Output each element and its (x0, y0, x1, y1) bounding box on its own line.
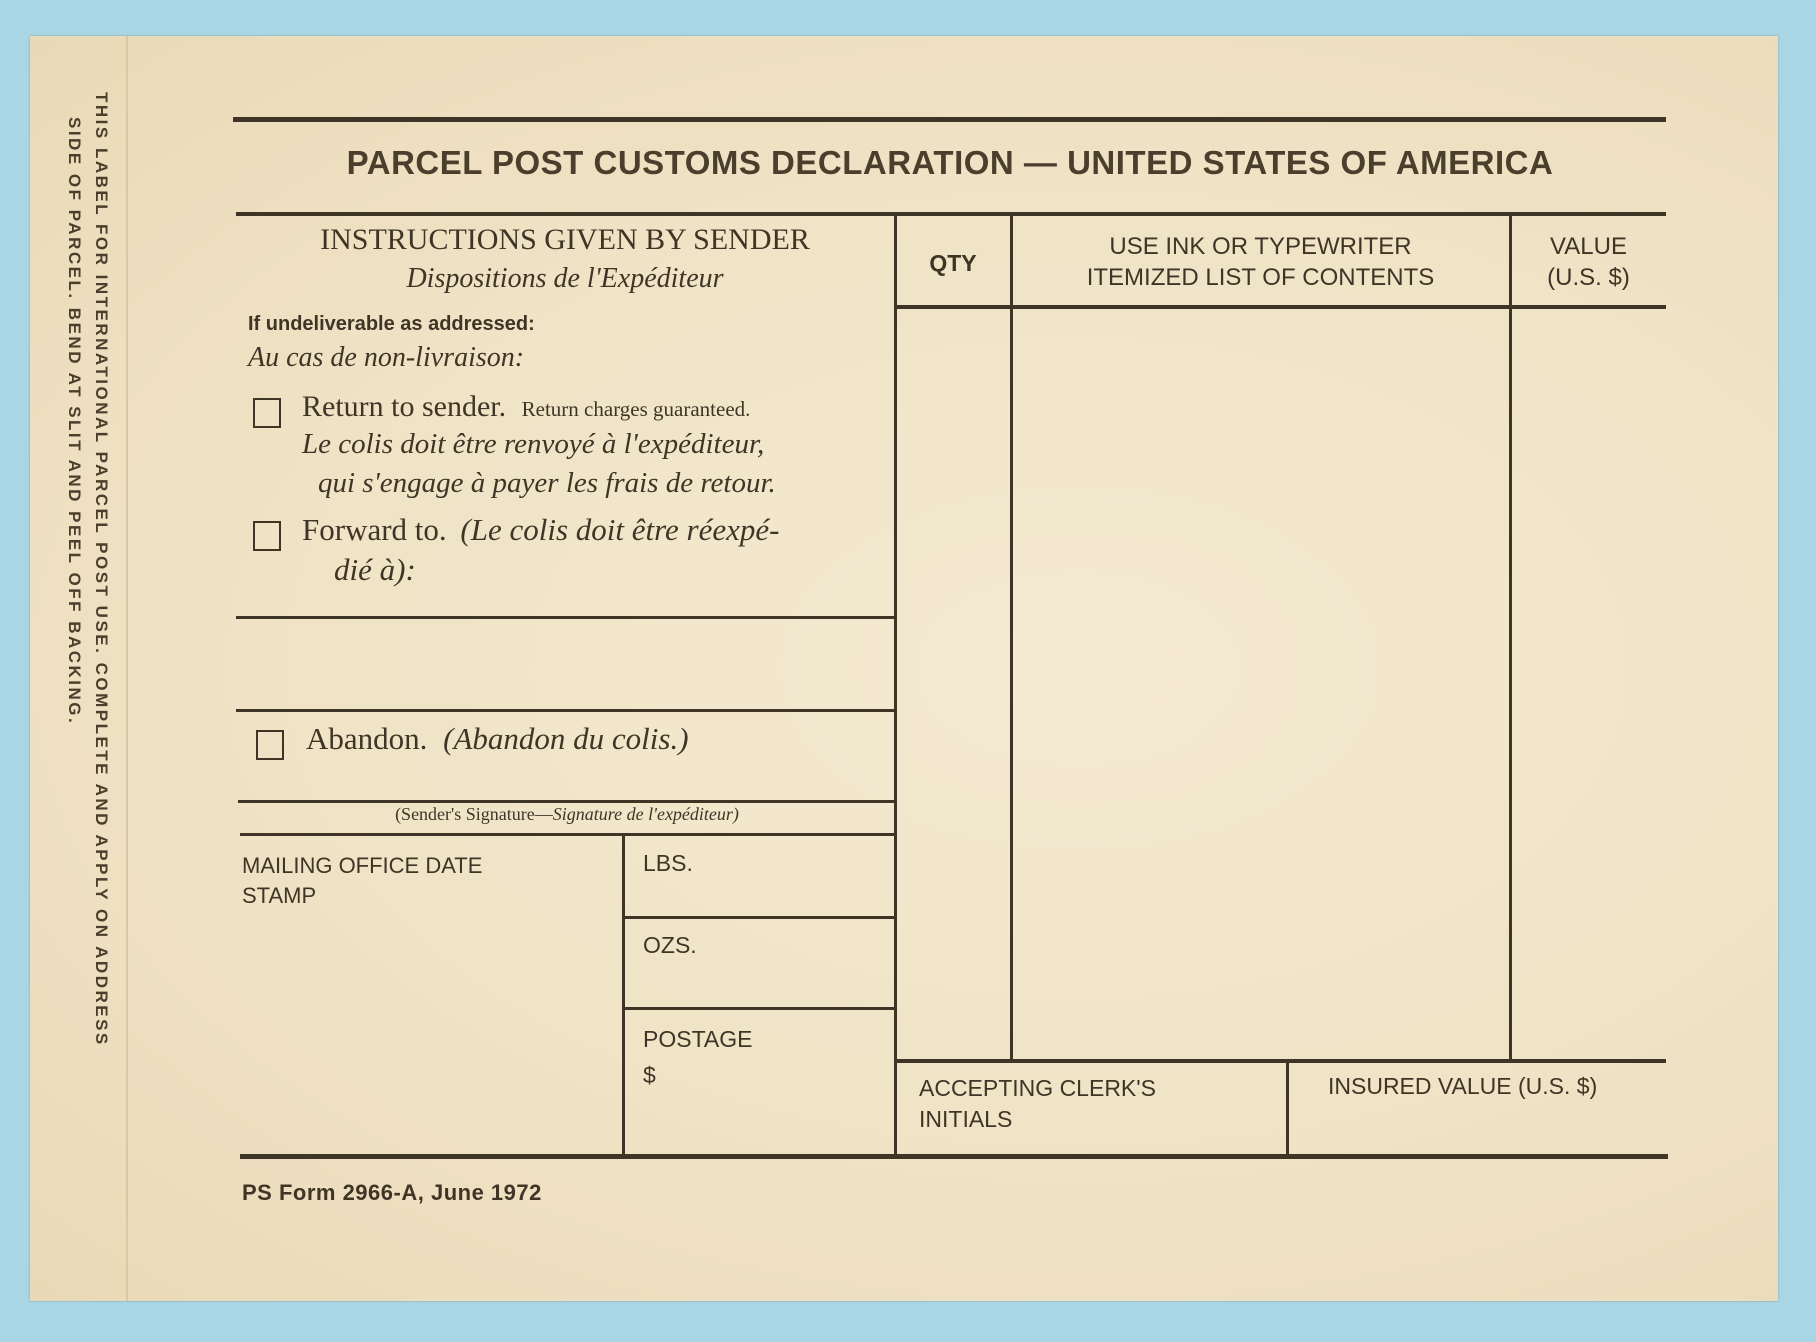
value-header (1511, 231, 1666, 293)
clerk-row-top-rule (896, 1059, 1666, 1063)
signature-line (238, 800, 896, 803)
return-fr-line-1: Le colis doit être renvoyé à l'expéditeur, (302, 428, 765, 460)
instructions-heading: INSTRUCTIONS GIVEN BY SENDER (320, 223, 810, 256)
bottom-rule (240, 1154, 1668, 1159)
form-title: PARCEL POST CUSTOMS DECLARATION — UNITED STATES OF AMERICA (346, 144, 1554, 181)
form-id: PS Form 2966-A, June 1972 (242, 1180, 542, 1205)
signature-caption-fr: Signature de l'expéditeur) (552, 804, 739, 824)
abandon-checkbox[interactable] (256, 730, 284, 760)
mailing-office-line-2: STAMP (242, 883, 317, 908)
forward-fr-line-2: dié à): (334, 552, 416, 587)
mailing-office-label (242, 851, 482, 911)
return-fr-line-2: qui s'engage à payer les frais de retour. (318, 467, 776, 499)
abandon-label-row (306, 721, 689, 757)
ozs-rule (624, 1007, 896, 1010)
clerk-line-1: ACCEPTING CLERK'S (919, 1075, 1156, 1101)
postage-text: POSTAGE (643, 1026, 753, 1052)
value-header-line-1: VALUE (1550, 233, 1627, 260)
forward-fr-1: (Le colis doit être réexpé- (460, 512, 780, 547)
lbs-rule (624, 916, 896, 919)
postage-dollar: $ (643, 1062, 656, 1088)
backing-strip-divider (126, 36, 128, 1301)
instructions-heading-fr: Dispositions de l'Expéditeur (406, 263, 724, 294)
postage-label (643, 1021, 753, 1093)
abandon-label: Abandon. (306, 721, 428, 756)
return-charges-note: Return charges guaranteed. (521, 397, 751, 421)
divider-left-section (894, 214, 897, 1158)
contents-header (1012, 231, 1509, 293)
value-header-line-2: (U.S. $) (1547, 264, 1630, 291)
side-instruction-note (61, 92, 115, 1232)
clerk-line-2: INITIALS (919, 1106, 1013, 1132)
undeliverable-label: If undeliverable as addressed: (248, 313, 535, 335)
qty-header: QTY (929, 250, 977, 276)
forward-to-checkbox[interactable] (253, 521, 281, 551)
contents-header-line-2: ITEMIZED LIST OF CONTENTS (1086, 264, 1435, 291)
ozs-label: OZS. (643, 932, 697, 958)
forward-address-line-1 (236, 616, 895, 619)
column-header-rule (896, 305, 1666, 309)
clerk-insured-divider (1286, 1062, 1289, 1158)
signature-bottom-rule (240, 833, 896, 836)
undeliverable-label-fr: Au cas de non-livraison: (248, 342, 525, 373)
top-rule (233, 117, 1666, 122)
forward-label: Forward to. (302, 512, 447, 547)
insured-value-label: INSURED VALUE (U.S. $) (1328, 1073, 1598, 1099)
abandon-fr: (Abandon du colis.) (443, 721, 689, 756)
divider-value (1509, 214, 1512, 1059)
side-note-line-2: SIDE OF PARCEL. BEND AT SLIT AND PEEL OFF BACKING. (65, 117, 84, 726)
weights-divider (622, 834, 625, 1158)
return-label: Return to sender. (302, 390, 507, 423)
divider-qty (1010, 214, 1013, 1059)
signature-caption-en: (Sender's Signature— (395, 804, 553, 824)
return-to-sender-label (302, 390, 750, 424)
return-to-sender-checkbox[interactable] (253, 398, 281, 428)
signature-caption (238, 804, 896, 825)
lbs-label: LBS. (643, 850, 693, 876)
forward-address-line-2 (236, 709, 895, 712)
clerk-initials-label (919, 1073, 1156, 1135)
contents-header-line-1: USE INK OR TYPEWRITER (1109, 233, 1412, 260)
header-rule (236, 212, 1666, 216)
forward-to-label (302, 512, 779, 548)
side-note-line-1: THIS LABEL FOR INTERNATIONAL PARCEL POST USE. COMPLETE AND APPLY ON ADDRESS (92, 92, 111, 1047)
mailing-office-line-1: MAILING OFFICE DATE (242, 853, 483, 878)
